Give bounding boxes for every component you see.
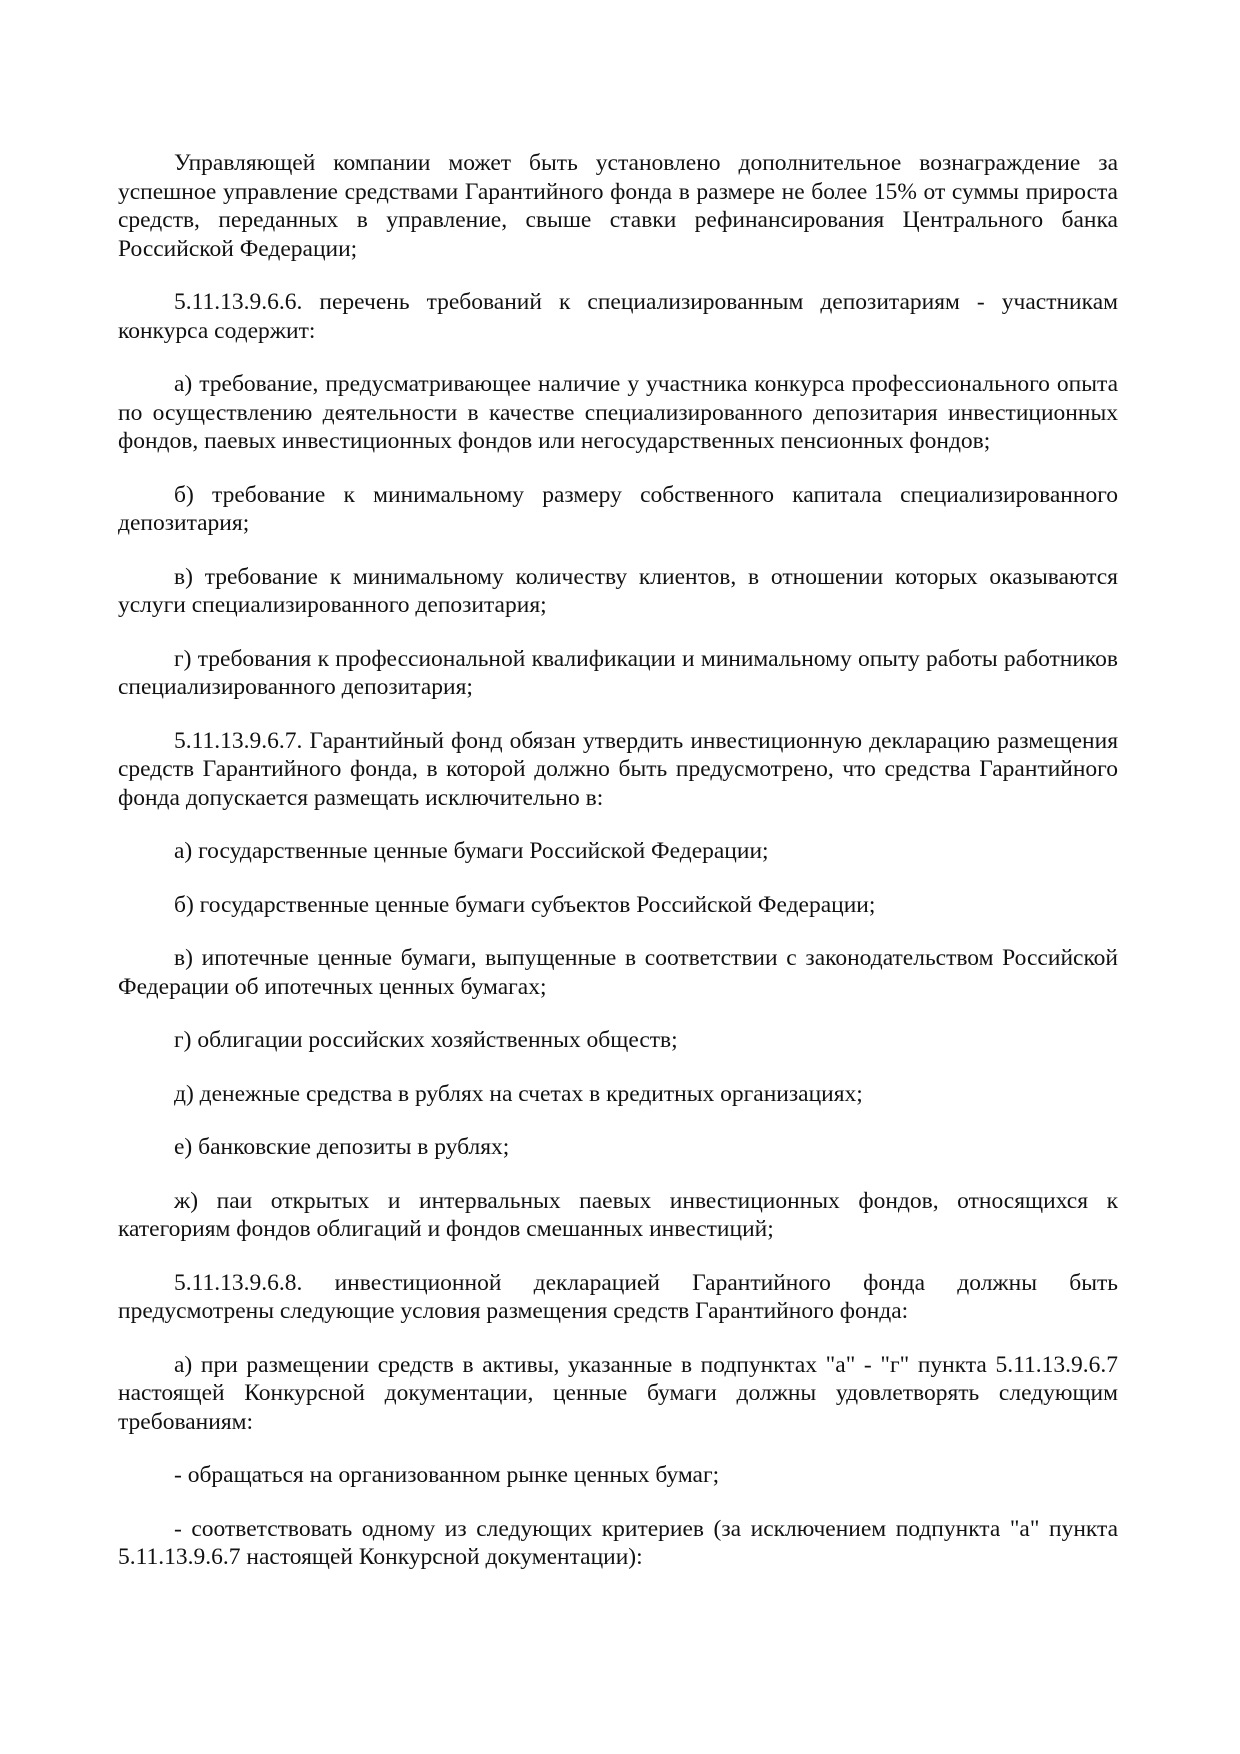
list-item-a-experience: а) требование, предусматривающее наличие у участника конкурса профессионального опыта по осуществлению деятельности в качестве специализированного депозитария инвестиционных фондов, паевых инвестиционных фондов или негосударственных пенсионных фондов; (118, 371, 1118, 454)
list-item-b-capital: б) требование к минимальному размеру собственного капитала специализированного депозитария; (118, 481, 1118, 536)
paragraph-5-11-13-9-6-6: 5.11.13.9.6.6. перечень требований к специализированным депозитариям - участникам конкурса содержит: (118, 289, 1118, 344)
list-item-a-federal-securities: а) государственные ценные бумаги Российской Федерации; (174, 838, 769, 864)
list-item-d-cash: д) денежные средства в рублях на счетах в кредитных организациях; (174, 1080, 863, 1107)
list-item-e-deposits: е) банковские депозиты в рублях; (174, 1134, 510, 1160)
dash-item-criteria: - соответствовать одному из следующих критериев (за исключением подпункта "а" пункта 5.11.13.9.6.7 настоящей Конкурсной документации): (118, 1515, 1118, 1570)
list-item-a-placement-conditions: а) при размещении средств в активы, указанные в подпунктах "а" - "г" пункта 5.11.13.9.6.7 настоящей Конкурсной документации, ценные бумаги должны удовлетворять следующим требованиям: (118, 1351, 1118, 1435)
list-item-g-bonds: г) облигации российских хозяйственных обществ; (174, 1027, 678, 1053)
paragraph-5-11-13-9-6-8: 5.11.13.9.6.8. инвестиционной декларацией Гарантийного фонда должны быть предусмотрены следующие условия размещения средств Гарантийного фонда: (118, 1269, 1118, 1324)
list-item-b-regional-securities: б) государственные ценные бумаги субъектов Российской Федерации; (174, 891, 876, 918)
list-item-g-qualification: г) требования к профессиональной квалификации и минимальному опыту работы работников специализированного депозитария; (118, 645, 1118, 700)
dash-item-organized-market: - обращаться на организованном рынке ценных бумаг; (174, 1462, 720, 1488)
list-item-zh-fund-shares: ж) паи открытых и интервальных паевых инвестиционных фондов, относящихся к категориям фондов облигаций и фондов смешанных инвестиций; (118, 1187, 1118, 1242)
document-page (118, 149, 1118, 1597)
paragraph-fee-continuation: Управляющей компании может быть установлено дополнительное вознаграждение за успешное управление средствами Гарантийного фонда в размере не более 15% от суммы прироста средств, переданных в управление, свыше ставки рефинансирования Центрального банка Российской Федерации; (118, 150, 1118, 262)
list-item-v-mortgage-securities: в) ипотечные ценные бумаги, выпущенные в соответствии с законодательством Российской Федерации об ипотечных ценных бумагах; (118, 945, 1118, 1000)
paragraph-5-11-13-9-6-7: 5.11.13.9.6.7. Гарантийный фонд обязан утвердить инвестиционную декларацию размещения средств Гарантийного фонда, в которой должно быть предусмотрено, что средства Гарантийного фонда допускается размещать исключительно в: (118, 727, 1118, 811)
list-item-v-clients: в) требование к минимальному количеству клиентов, в отношении которых оказываются услуги специализированного депозитария; (118, 563, 1118, 618)
